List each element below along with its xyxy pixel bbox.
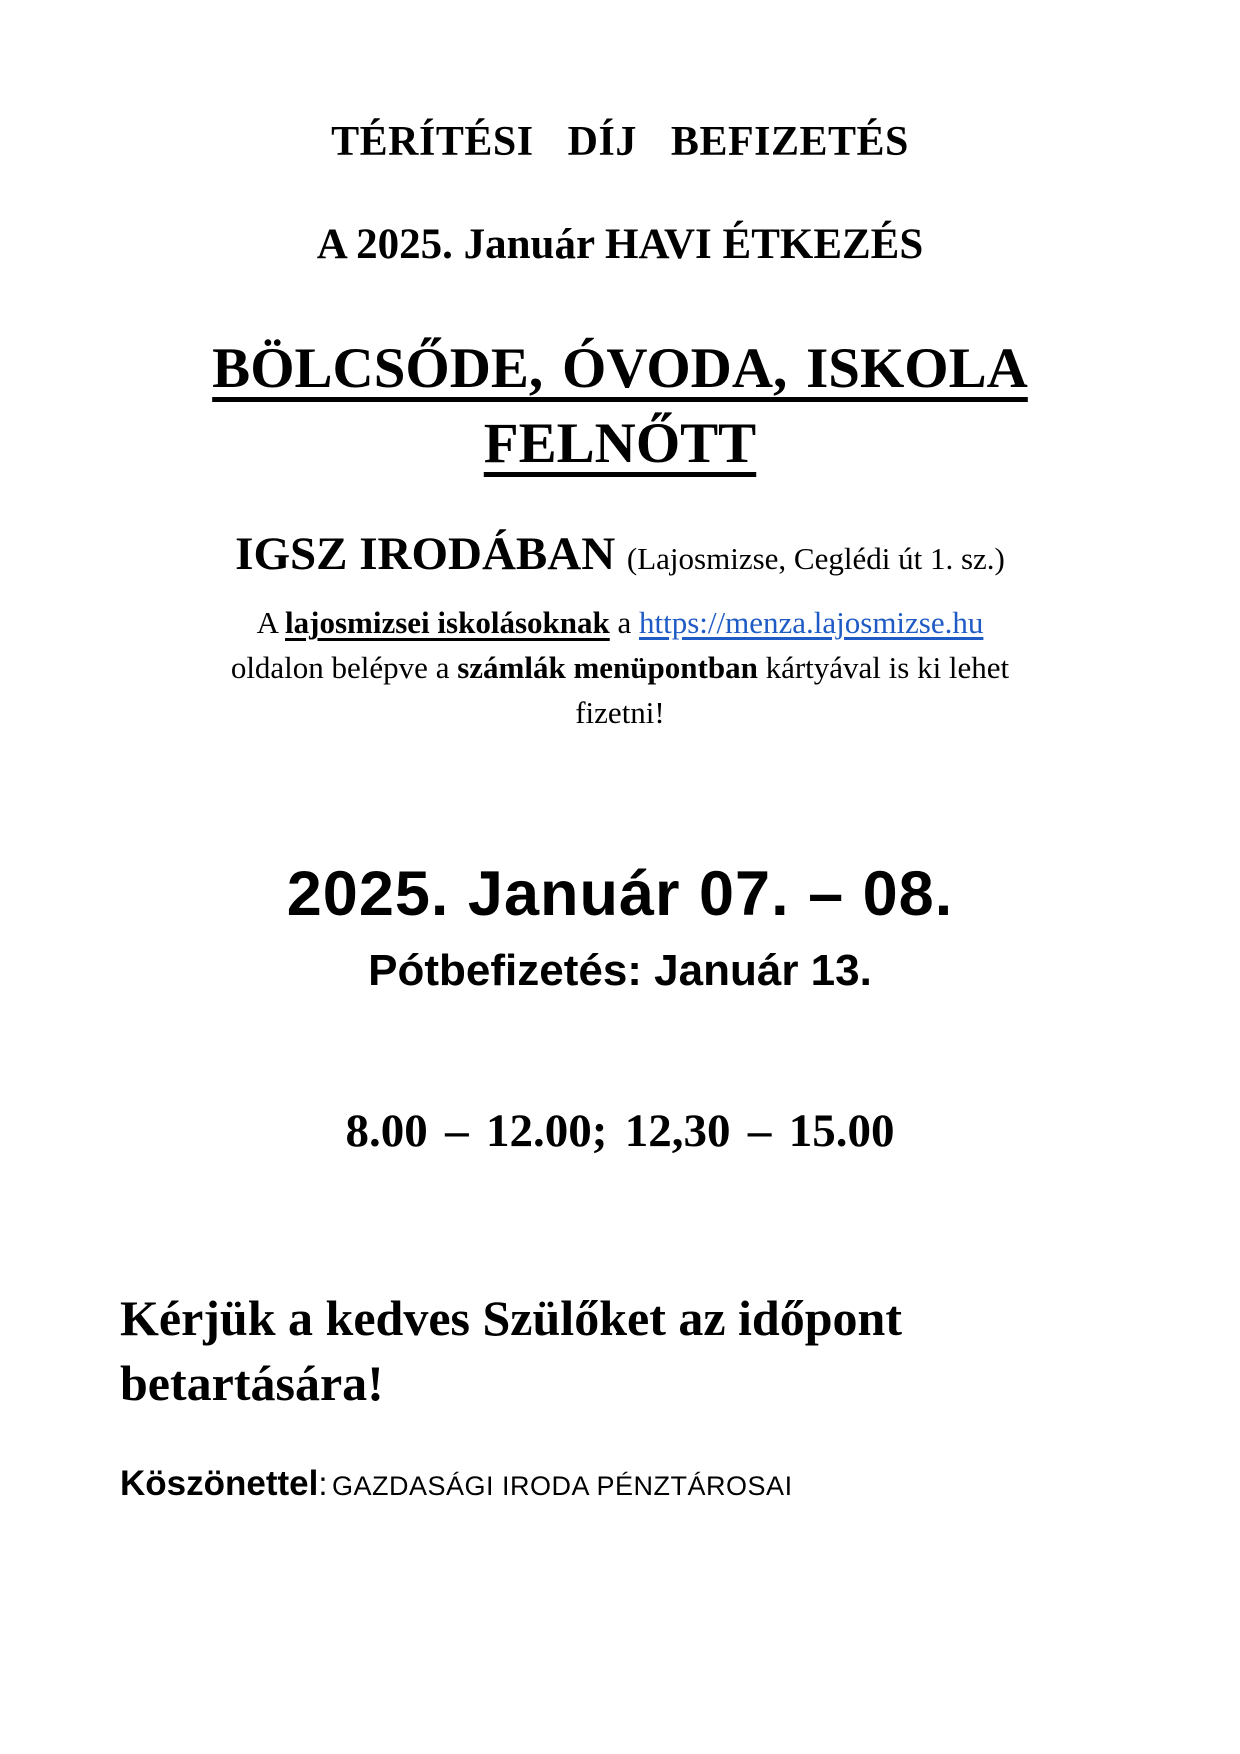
online-payment-line-3 bbox=[120, 691, 1120, 736]
note-mid: a bbox=[609, 605, 639, 641]
payment-dates-heading: 2025. Január 07. – 08. bbox=[286, 859, 954, 930]
signoff-line bbox=[120, 1464, 1120, 1504]
opening-hours: 8.00 – 12.00; 12,30 – 15.00 bbox=[345, 1105, 895, 1158]
audience-line-2: FELNŐTT bbox=[483, 412, 757, 476]
menza-link[interactable]: https://menza.lajosmizse.hu bbox=[639, 605, 984, 641]
office-address: (Lajosmizse, Ceglédi út 1. sz.) bbox=[626, 541, 1005, 577]
month-subtitle: A 2025. Január HAVI ÉTKEZÉS bbox=[316, 221, 924, 268]
audience-heading bbox=[120, 331, 1120, 481]
online-payment-line-1 bbox=[120, 601, 1120, 646]
note-line2-suffix: kártyával is ki lehet bbox=[757, 650, 1010, 686]
makeup-payment-date: Pótbefizetés: Január 13. bbox=[368, 946, 872, 996]
signoff-colon: : bbox=[318, 1465, 328, 1503]
online-payment-line-2 bbox=[120, 646, 1120, 691]
signoff-department: GAZDASÁGI IRODA PÉNZTÁROSAI bbox=[331, 1471, 793, 1502]
office-location-line bbox=[120, 527, 1120, 581]
note-audience-emphasis: lajosmizsei iskolásoknak bbox=[285, 605, 610, 641]
parents-request-line-2: betartására! bbox=[120, 1355, 384, 1412]
note-menu-emphasis: számlák menüpontban bbox=[457, 650, 758, 686]
audience-line-1: BÖLCSŐDE, ÓVODA, ISKOLA bbox=[212, 337, 1028, 400]
online-payment-note bbox=[120, 601, 1120, 736]
office-name: IGSZ IRODÁBAN bbox=[235, 528, 616, 581]
note-line3: fizetni! bbox=[575, 695, 665, 731]
signoff-thanks: Köszönettel bbox=[120, 1464, 319, 1504]
note-prefix: A bbox=[256, 605, 286, 641]
note-line2-prefix: oldalon belépve a bbox=[230, 650, 458, 686]
parents-request bbox=[120, 1286, 1120, 1416]
document-title: TÉRÍTÉSI DÍJ BEFIZETÉS bbox=[331, 119, 909, 165]
parents-request-line-1: Kérjük a kedves Szülőket az időpont bbox=[120, 1290, 903, 1347]
